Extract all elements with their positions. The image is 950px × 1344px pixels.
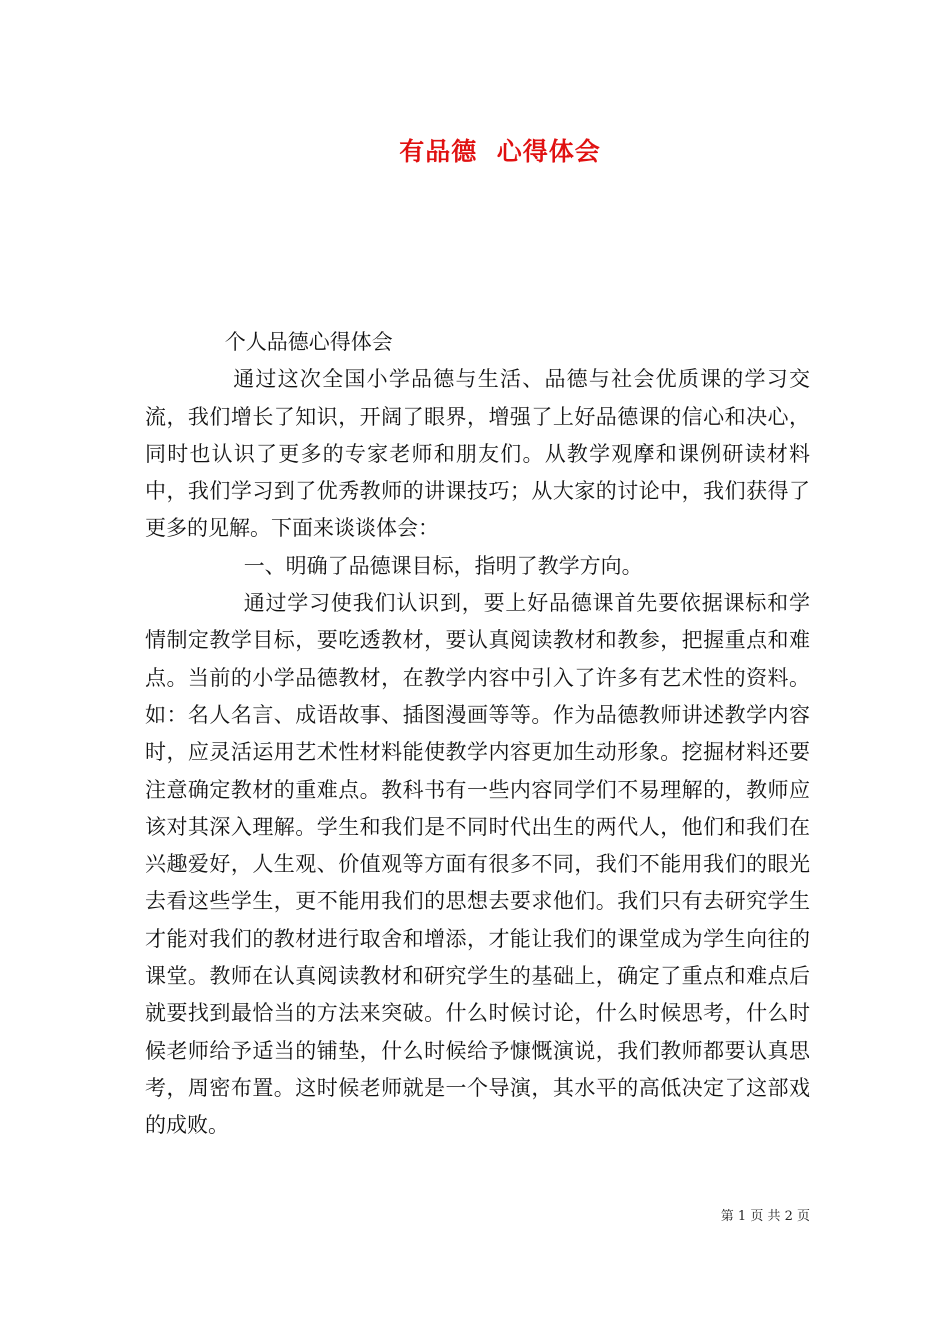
paragraph-section-1: 通过学习使我们认识到，要上好品德课首先要依据课标和学情制定教学目标，要吃透教材，要认真阅读教材和教参，把握重点和难点。当前的小学品德教材，在教学内容中引入了许多有艺术性的资料。如：名人名言、成语故事、插图漫画等等。作为品德教师讲述教学内容时，应灵活运用艺术性材料能使教学内容更加生动形象。挖掘材料还要注意确定教材的重难点。教科书有一些内容同学们不易理解的，教师应该对其深入理解。学生和我们是不同时代出生的两代人，他们和我们在兴趣爱好，人生观、价值观等方面有很多不同，我们不能用我们的眼光去看这些学生，更不能用我们的思想去要求他们。我们只有去研究学生才能对我们的教材进行取舍和增添，才能让我们的课堂成为学生向往的课堂。教师在认真阅读教材和研究学生的基础上，确定了重点和难点后就要找到最恰当的方法来突破。什么时候讨论，什么时候思考，什么时候老师给予适当的铺垫，什么时候给予慷慨演说，我们教师都要认真思考，周密布置。这时候老师就是一个导演，其水平的高低决定了这部戏的成败。 [145,591,810,1138]
document-title: 有品德 心得体会 [399,137,601,166]
paragraph-intro: 通过这次全国小学品德与生活、品德与社会优质课的学习交流，我们增长了知识，开阔了眼界，增强了上好品德课的信心和决心，同时也认识了更多的专家老师和朋友们。从教学观摩和课例研读材料中，我们学习到了优秀教师的讲课技巧；从大家的讨论中，我们获得了更多的见解。下面来谈谈体会： [145,367,810,541]
page-number: 第 1 页 共 2 页 [720,1209,810,1224]
section-heading-1: 一、明确了品德课目标，指明了教学方向。 [243,553,643,578]
document-subtitle: 个人品德心得体会 [224,330,393,354]
document-body [145,324,810,1145]
